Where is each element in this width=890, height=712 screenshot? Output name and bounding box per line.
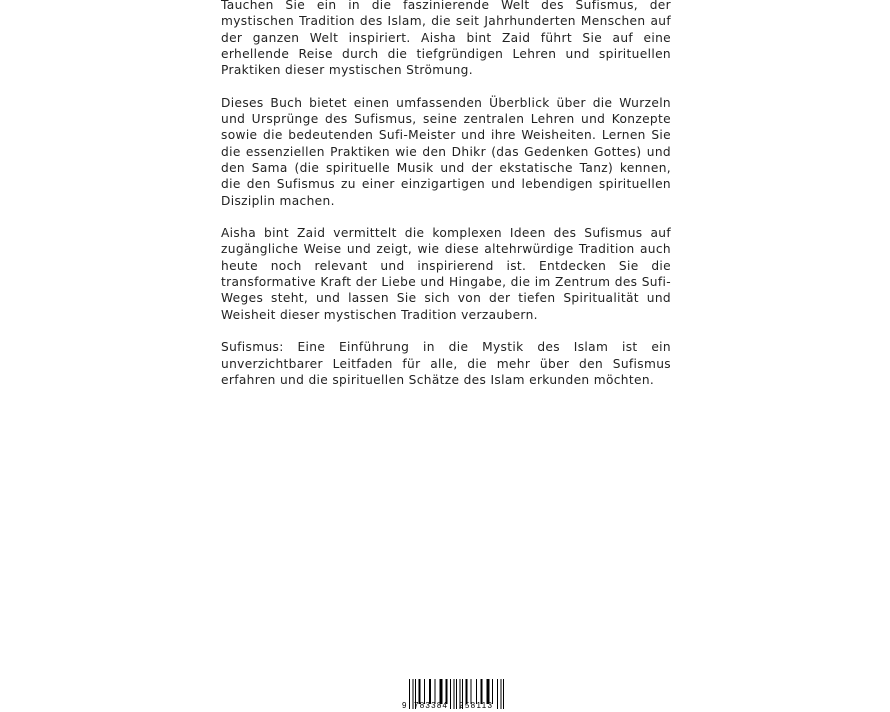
barcode-bar xyxy=(454,679,455,709)
barcode-bar xyxy=(409,679,410,709)
blurb-paragraph-2: Dieses Buch bietet einen umfassenden Überblick über die Wurzeln und Ursprünge des Sufismus, seine zentralen Lehren und Konzepte sowie die bedeutenden Sufi-Meister und ihre Weisheiten. Lernen Sie die essenziellen Praktiken wie den Dhikr (das Gedenken Gottes) und den Sama (die spirituelle Musik und der ekstatische Tanz) kennen, die den Sufismus zu einer einzigartigen und lebendigen spirituellen Disziplin machen. xyxy=(221,95,671,208)
barcode-bar xyxy=(503,679,504,709)
blurb-paragraph-4: Sufismus: Eine Einführung in die Mystik des Islam ist ein unverzichtbarer Leitfaden für alle, die mehr über den Sufismus erfahren und die spirituellen Schätze des Islam erkunden möchten. xyxy=(221,340,671,387)
blurb-paragraph-1: Tauchen Sie ein in die faszinierende Welt des Sufismus, der mystischen Tradition des Islam, die seit Jahrhunderten Menschen auf der ganzen Welt inspiriert. Aisha bint Zaid führt Sie auf eine erhellende Reise durch die tiefgründigen Lehren und spirituellen Praktiken dieser mystischen Strömung. xyxy=(221,0,671,78)
barcode-bar xyxy=(492,679,493,704)
isbn-barcode xyxy=(402,678,504,710)
blurb-paragraph-3: Aisha bint Zaid vermittelt die komplexen Ideen des Sufismus auf zugängliche Weise und zeigt, wie diese altehrwürdige Tradition auch heute noch relevant und inspirierend ist. Entdecken Sie die transformative Kraft der Liebe und Hingabe, die im Zentrum des Sufi-Weges steht, und lassen Sie sich von der tiefen Spiritualität und Weisheit dieser mystischen Tradition verzaubern. xyxy=(221,226,671,322)
barcode-bar xyxy=(450,679,451,709)
barcode-digits-right: 258113 xyxy=(459,701,492,710)
barcode-digit-first: 9 xyxy=(402,701,407,710)
barcode-bar xyxy=(497,679,498,709)
barcode-bar xyxy=(501,679,502,709)
back-cover-blurb xyxy=(221,0,671,404)
barcode-bar xyxy=(456,679,457,709)
barcode-digits-left: 783384 xyxy=(414,701,447,710)
